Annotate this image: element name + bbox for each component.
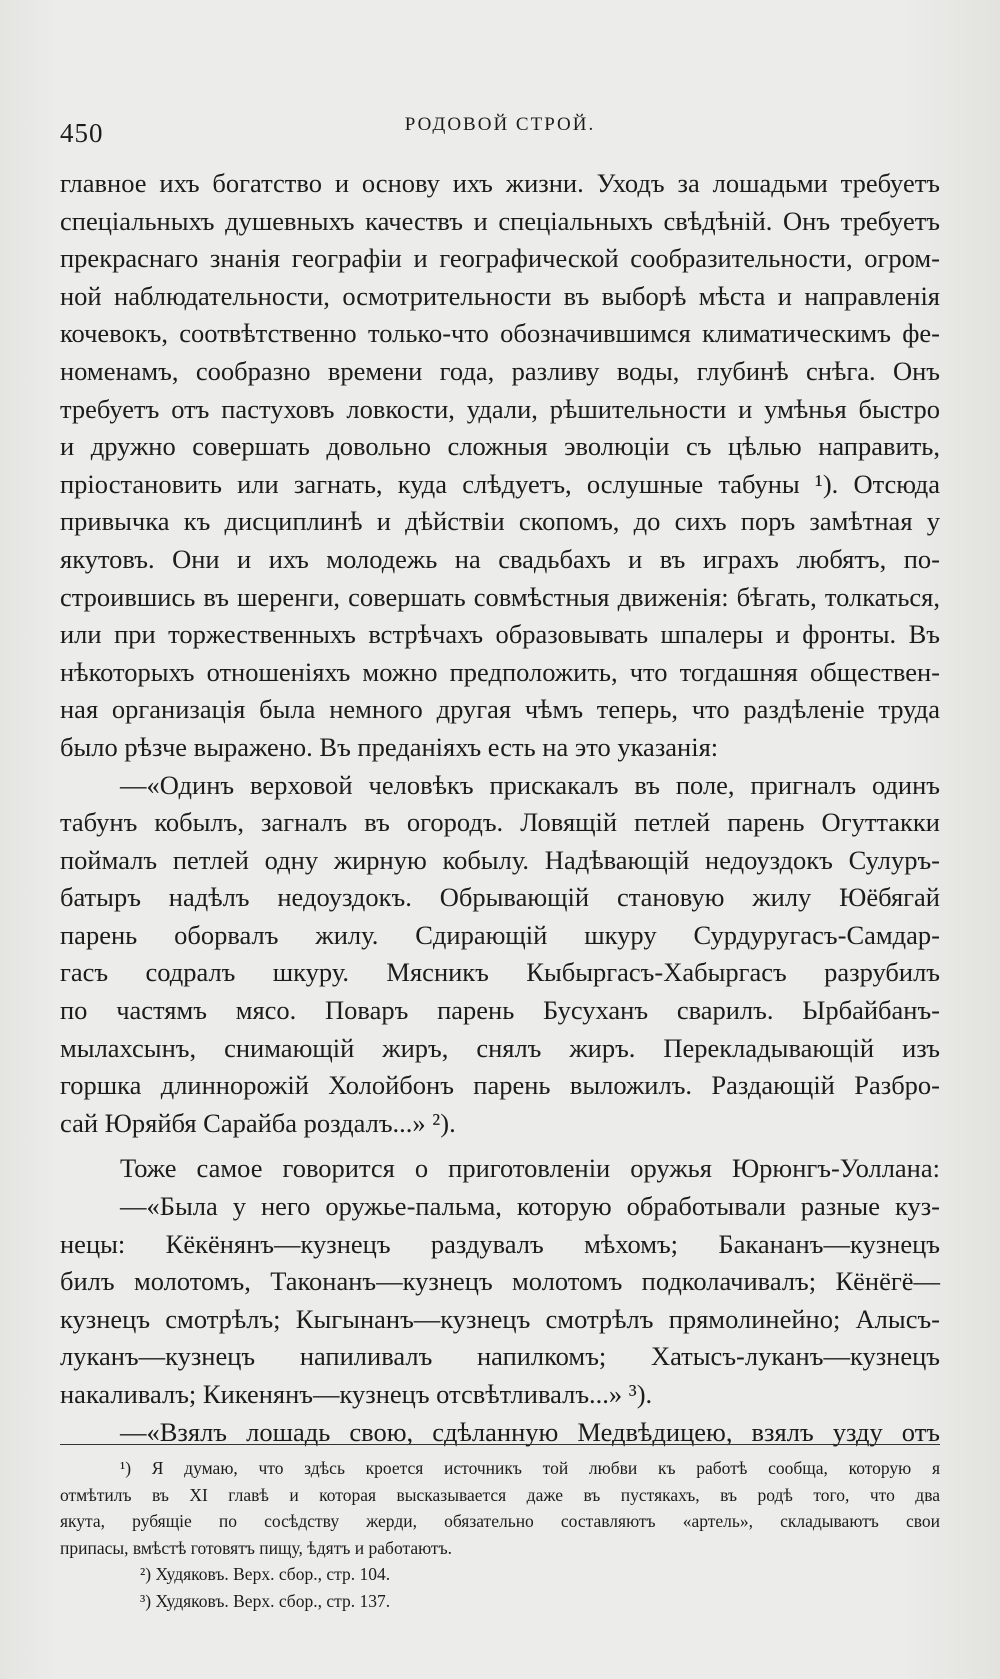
text-line: горшка длиннорожій Холойбонъ парень выложилъ. Раздающій Разбро- (60, 1070, 940, 1101)
footnote-line: ³) Худяковъ. Верх. сбор., стр. 137. (140, 1590, 391, 1611)
text-line: прекраснаго знанія географіи и географической сообразительности, огром- (60, 243, 940, 274)
text-line: было рѣзче выражено. Въ преданіяхъ есть на это указанія: (60, 731, 719, 762)
text-line: спеціальныхъ душевныхъ качествъ и спеціальныхъ свѣдѣній. Онъ требуетъ (60, 205, 940, 236)
text-line: гасъ содралъ шкуру. Мясникъ Кыбыргасъ-Хабыргасъ разрубилъ (60, 957, 940, 988)
text-line: и дружно совершать довольно сложныя эволюціи съ цѣлью направить, (60, 431, 940, 462)
footnote-line: ¹) Я думаю, что здѣсь кроется источникъ той любви къ работѣ сообща, которую я (120, 1458, 940, 1478)
text-line: батыръ надѣлъ недоуздокъ. Обрывающій становую жилу Юёбягай (60, 882, 940, 913)
text-line: ной наблюдательности, осмотрительности въ выборѣ мѣста и направленія (60, 280, 940, 311)
text-line: накаливалъ; Кикенянъ—кузнецъ отсвѣтливалъ...» ³). (60, 1379, 653, 1409)
page-header (60, 108, 940, 148)
text-line: номенамъ, сообразно времени года, разливу воды, глубинѣ снѣга. Онъ (60, 355, 940, 386)
text-line: кочевокъ, соотвѣтственно только-что обозначившимся климатическимъ фе- (60, 318, 940, 349)
text-line: сай Юряйбя Сарайба роздалъ...» ²). (60, 1107, 456, 1138)
footnote-line: припасы, вмѣстѣ готовятъ пищу, ѣдятъ и работаютъ. (60, 1537, 453, 1558)
text-line: поймалъ петлей одну жирную кобылу. Надѣвающій недоуздокъ Сулуръ- (60, 844, 940, 875)
text-line: луканъ—кузнецъ напиливалъ напилкомъ; Хатысъ-луканъ—кузнецъ (60, 1341, 940, 1372)
text-line: нецы: Кёкёнянъ—кузнецъ раздувалъ мѣхомъ; Бакананъ—кузнецъ (60, 1228, 940, 1259)
text-line: кузнецъ смотрѣлъ; Кыгынанъ—кузнецъ смотрѣлъ прямолинейно; Алысъ- (60, 1303, 940, 1334)
text-line: строившись въ шеренги, совершать совмѣстныя движенія: бѣгать, толкаться, (60, 581, 940, 612)
text-line: Тоже самое говорится о приготовленіи оружья Юрюнгъ-Уоллана: (120, 1153, 940, 1184)
footnote-line: якута, рубящіе по сосѣдству жерди, обязательно составляютъ «артель», складываютъ свои (60, 1511, 940, 1531)
text-line: или при торжественныхъ встрѣчахъ образовывать шпалеры и фронты. Въ (60, 619, 940, 650)
text-line: привычка къ дисциплинѣ и дѣйствіи скопомъ, до сихъ поръ замѣтная у (60, 506, 940, 537)
text-line: пріостановить или загнать, куда слѣдуетъ, ослушные табуны ¹). Отсюда (60, 468, 940, 499)
text-line: по частямъ мясо. Поваръ парень Бусуханъ сварилъ. Ырбайбанъ- (60, 995, 940, 1026)
text-line: парень оборвалъ жилу. Сдирающій шкуру Сурдуругасъ-Самдар- (60, 919, 940, 950)
body-text (60, 165, 940, 1451)
text-line: главное ихъ богатство и основу ихъ жизни. Уходъ за лошадьми требуетъ (60, 168, 940, 198)
text-line: —«Взялъ лошадь свою, сдѣланную Медвѣдицею, взялъ узду отъ (120, 1416, 940, 1447)
text-line: —«Была у него оружье-пальма, которую обработывали разные куз- (120, 1191, 940, 1222)
text-line: ная организація была немного другая чѣмъ теперь, что раздѣленіе труда (60, 694, 940, 725)
text-line: мылахсынъ, снимающій жиръ, снялъ жиръ. Перекладывающій изъ (60, 1032, 940, 1063)
text-line: билъ молотомъ, Таконанъ—кузнецъ молотомъ подколачивалъ; Кёнёгё— (60, 1266, 940, 1297)
footnote-line: отмѣтилъ въ XI главѣ и которая высказывается даже въ пустякахъ, въ родѣ того, что два (60, 1484, 940, 1505)
footnote-divider (60, 1444, 940, 1445)
running-title: РОДОВОЙ СТРОЙ. (404, 114, 596, 135)
page-number: 450 (60, 118, 104, 148)
footnote-line: ²) Худяковъ. Верх. сбор., стр. 104. (140, 1564, 391, 1584)
text-line: нѣкоторыхъ отношеніяхъ можно предположить, что тогдашняя обществен- (60, 656, 940, 687)
footnotes (60, 1455, 940, 1614)
text-line: якутовъ. Они и ихъ молодежь на свадьбахъ и въ играхъ любятъ, по- (60, 543, 940, 574)
text-line: табунъ кобылъ, загналъ въ огородъ. Ловящій петлей парень Огуттакки (60, 807, 940, 838)
text-line: —«Одинъ верховой человѣкъ прискакалъ въ поле, пригналъ одинъ (120, 769, 940, 800)
text-line: требуетъ отъ пастуховъ ловкости, удали, рѣшительности и умѣнья быстро (60, 393, 940, 424)
